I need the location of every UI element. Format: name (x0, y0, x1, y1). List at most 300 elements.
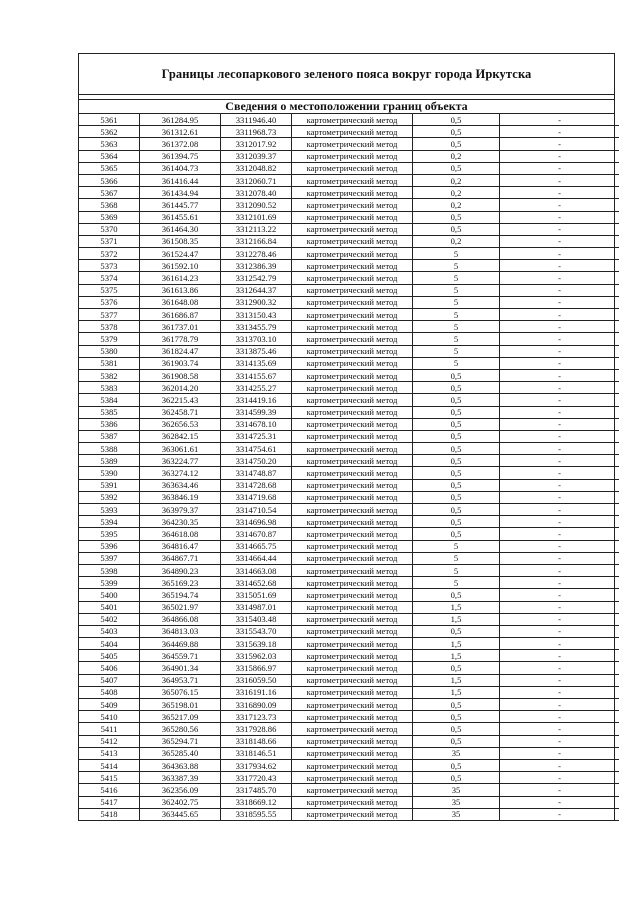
x-coordinate-cell: 365021.97 (140, 601, 221, 613)
x-coordinate-cell: 364901.34 (140, 662, 221, 674)
description-cell: - (500, 479, 620, 491)
accuracy-cell: 5 (413, 333, 500, 345)
accuracy-cell: 0,5 (413, 528, 500, 540)
description-cell: - (500, 260, 620, 272)
description-cell: - (500, 114, 620, 126)
accuracy-cell: 0,5 (413, 467, 500, 479)
method-cell: картометрический метод (292, 796, 413, 808)
table-row (79, 662, 619, 674)
y-coordinate-cell: 3314670.87 (221, 528, 292, 540)
description-cell: - (500, 150, 620, 162)
y-coordinate-cell: 3317123.73 (221, 711, 292, 723)
y-coordinate-cell: 3314748.87 (221, 467, 292, 479)
accuracy-cell: 0,5 (413, 162, 500, 174)
accuracy-cell: 5 (413, 260, 500, 272)
accuracy-cell: 0,5 (413, 138, 500, 150)
method-cell: картометрический метод (292, 540, 413, 552)
method-cell: картометрический метод (292, 333, 413, 345)
table-row (79, 235, 619, 247)
y-coordinate-cell: 3312060.71 (221, 174, 292, 186)
table-row (79, 625, 619, 637)
description-cell: - (500, 528, 620, 540)
point-number-cell: 5389 (79, 455, 140, 467)
x-coordinate-cell: 361455.61 (140, 211, 221, 223)
method-cell: картометрический метод (292, 589, 413, 601)
table-row (79, 248, 619, 260)
y-coordinate-cell: 3314696.98 (221, 516, 292, 528)
description-cell: - (500, 650, 620, 662)
description-cell: - (500, 174, 620, 186)
description-cell: - (500, 808, 620, 820)
x-coordinate-cell: 365076.15 (140, 686, 221, 698)
description-cell: - (500, 467, 620, 479)
accuracy-cell: 1,5 (413, 638, 500, 650)
point-number-cell: 5369 (79, 211, 140, 223)
method-cell: картометрический метод (292, 759, 413, 771)
x-coordinate-cell: 361372.08 (140, 138, 221, 150)
table-row (79, 601, 619, 613)
x-coordinate-cell: 361524.47 (140, 248, 221, 260)
accuracy-cell: 5 (413, 564, 500, 576)
y-coordinate-cell: 3312900.32 (221, 296, 292, 308)
point-number-cell: 5362 (79, 126, 140, 138)
x-coordinate-cell: 364559.71 (140, 650, 221, 662)
table-row (79, 114, 619, 126)
table-row (79, 540, 619, 552)
x-coordinate-cell: 362402.75 (140, 796, 221, 808)
method-cell: картометрический метод (292, 601, 413, 613)
point-number-cell: 5397 (79, 552, 140, 564)
table-row (79, 260, 619, 272)
table-row (79, 187, 619, 199)
method-cell: картометрический метод (292, 199, 413, 211)
x-coordinate-cell: 361434.94 (140, 187, 221, 199)
method-cell: картометрический метод (292, 272, 413, 284)
x-coordinate-cell: 364866.08 (140, 613, 221, 625)
y-coordinate-cell: 3314664.44 (221, 552, 292, 564)
description-cell: - (500, 223, 620, 235)
table-row (79, 808, 619, 820)
method-cell: картометрический метод (292, 382, 413, 394)
x-coordinate-cell: 363061.61 (140, 443, 221, 455)
table-row (79, 467, 619, 479)
table-row (79, 418, 619, 430)
y-coordinate-cell: 3315543.70 (221, 625, 292, 637)
point-number-cell: 5375 (79, 284, 140, 296)
method-cell: картометрический метод (292, 369, 413, 381)
table-row (79, 796, 619, 808)
accuracy-cell: 0,5 (413, 394, 500, 406)
y-coordinate-cell: 3314728.68 (221, 479, 292, 491)
description-cell: - (500, 723, 620, 735)
y-coordinate-cell: 3315866.97 (221, 662, 292, 674)
x-coordinate-cell: 361508.35 (140, 235, 221, 247)
accuracy-cell: 0,5 (413, 418, 500, 430)
accuracy-cell: 5 (413, 357, 500, 369)
table-row (79, 126, 619, 138)
point-number-cell: 5364 (79, 150, 140, 162)
method-cell: картометрический метод (292, 491, 413, 503)
accuracy-cell: 0,5 (413, 625, 500, 637)
y-coordinate-cell: 3315639.18 (221, 638, 292, 650)
method-cell: картометрический метод (292, 126, 413, 138)
accuracy-cell: 0,5 (413, 699, 500, 711)
point-number-cell: 5410 (79, 711, 140, 723)
point-number-cell: 5409 (79, 699, 140, 711)
y-coordinate-cell: 3314719.68 (221, 491, 292, 503)
table-row (79, 577, 619, 589)
description-cell: - (500, 199, 620, 211)
method-cell: картометрический метод (292, 516, 413, 528)
method-cell: картометрический метод (292, 296, 413, 308)
point-number-cell: 5390 (79, 467, 140, 479)
description-cell: - (500, 711, 620, 723)
x-coordinate-cell: 362656.53 (140, 418, 221, 430)
accuracy-cell: 5 (413, 248, 500, 260)
table-row (79, 613, 619, 625)
y-coordinate-cell: 3312542.79 (221, 272, 292, 284)
accuracy-cell: 5 (413, 345, 500, 357)
accuracy-cell: 0,5 (413, 406, 500, 418)
y-coordinate-cell: 3312113.22 (221, 223, 292, 235)
x-coordinate-cell: 365169.23 (140, 577, 221, 589)
table-row (79, 528, 619, 540)
method-cell: картометрический метод (292, 455, 413, 467)
x-coordinate-cell: 364813.03 (140, 625, 221, 637)
description-cell: - (500, 613, 620, 625)
point-number-cell: 5414 (79, 759, 140, 771)
x-coordinate-cell: 362356.09 (140, 784, 221, 796)
point-number-cell: 5412 (79, 735, 140, 747)
point-number-cell: 5379 (79, 333, 140, 345)
point-number-cell: 5407 (79, 674, 140, 686)
accuracy-cell: 1,5 (413, 686, 500, 698)
accuracy-cell: 35 (413, 747, 500, 759)
accuracy-cell: 0,5 (413, 126, 500, 138)
table-row (79, 394, 619, 406)
point-number-cell: 5371 (79, 235, 140, 247)
description-cell: - (500, 394, 620, 406)
y-coordinate-cell: 3313150.43 (221, 309, 292, 321)
x-coordinate-cell: 361778.79 (140, 333, 221, 345)
description-cell: - (500, 321, 620, 333)
method-cell: картометрический метод (292, 187, 413, 199)
description-cell: - (500, 516, 620, 528)
table-row (79, 784, 619, 796)
table-row (79, 284, 619, 296)
accuracy-cell: 0,2 (413, 235, 500, 247)
method-cell: картометрический метод (292, 613, 413, 625)
y-coordinate-cell: 3314725.31 (221, 430, 292, 442)
point-number-cell: 5398 (79, 564, 140, 576)
description-cell: - (500, 284, 620, 296)
method-cell: картометрический метод (292, 772, 413, 784)
description-cell: - (500, 406, 620, 418)
x-coordinate-cell: 361404.73 (140, 162, 221, 174)
y-coordinate-cell: 3315051.69 (221, 589, 292, 601)
y-coordinate-cell: 3318669.12 (221, 796, 292, 808)
x-coordinate-cell: 361394.75 (140, 150, 221, 162)
y-coordinate-cell: 3317928.86 (221, 723, 292, 735)
method-cell: картометрический метод (292, 430, 413, 442)
page-title: Границы лесопаркового зеленого пояса вокруг города Иркутска (161, 66, 532, 81)
table-row (79, 686, 619, 698)
point-number-cell: 5378 (79, 321, 140, 333)
description-cell: - (500, 333, 620, 345)
y-coordinate-cell: 3314678.10 (221, 418, 292, 430)
x-coordinate-cell: 361464.30 (140, 223, 221, 235)
point-number-cell: 5366 (79, 174, 140, 186)
method-cell: картометрический метод (292, 564, 413, 576)
accuracy-cell: 0,5 (413, 114, 500, 126)
method-cell: картометрический метод (292, 174, 413, 186)
point-number-cell: 5385 (79, 406, 140, 418)
description-cell: - (500, 296, 620, 308)
y-coordinate-cell: 3314419.16 (221, 394, 292, 406)
accuracy-cell: 0,5 (413, 589, 500, 601)
y-coordinate-cell: 3312101.69 (221, 211, 292, 223)
y-coordinate-cell: 3317720.43 (221, 772, 292, 784)
point-number-cell: 5372 (79, 248, 140, 260)
point-number-cell: 5391 (79, 479, 140, 491)
description-cell: - (500, 747, 620, 759)
description-cell: - (500, 759, 620, 771)
description-cell: - (500, 491, 620, 503)
accuracy-cell: 0,2 (413, 187, 500, 199)
table-row (79, 711, 619, 723)
description-cell: - (500, 638, 620, 650)
point-number-cell: 5377 (79, 309, 140, 321)
accuracy-cell: 0,2 (413, 199, 500, 211)
point-number-cell: 5387 (79, 430, 140, 442)
point-number-cell: 5402 (79, 613, 140, 625)
y-coordinate-cell: 3314710.54 (221, 504, 292, 516)
method-cell: картометрический метод (292, 711, 413, 723)
y-coordinate-cell: 3317485.70 (221, 784, 292, 796)
point-number-cell: 5380 (79, 345, 140, 357)
accuracy-cell: 0,5 (413, 443, 500, 455)
table-row (79, 321, 619, 333)
description-cell: - (500, 540, 620, 552)
y-coordinate-cell: 3313703.10 (221, 333, 292, 345)
x-coordinate-cell: 365280.56 (140, 723, 221, 735)
method-cell: картометрический метод (292, 686, 413, 698)
method-cell: картометрический метод (292, 650, 413, 662)
y-coordinate-cell: 3311946.40 (221, 114, 292, 126)
table-row (79, 638, 619, 650)
accuracy-cell: 0,5 (413, 430, 500, 442)
x-coordinate-cell: 365198.01 (140, 699, 221, 711)
method-cell: картометрический метод (292, 528, 413, 540)
point-number-cell: 5367 (79, 187, 140, 199)
point-number-cell: 5382 (79, 369, 140, 381)
accuracy-cell: 35 (413, 796, 500, 808)
table-row (79, 369, 619, 381)
point-number-cell: 5418 (79, 808, 140, 820)
point-number-cell: 5386 (79, 418, 140, 430)
x-coordinate-cell: 364816.47 (140, 540, 221, 552)
x-coordinate-cell: 361312.61 (140, 126, 221, 138)
x-coordinate-cell: 363445.65 (140, 808, 221, 820)
x-coordinate-cell: 363224.77 (140, 455, 221, 467)
accuracy-cell: 5 (413, 272, 500, 284)
x-coordinate-cell: 365294.71 (140, 735, 221, 747)
y-coordinate-cell: 3314754.61 (221, 443, 292, 455)
y-coordinate-cell: 3316191.16 (221, 686, 292, 698)
point-number-cell: 5363 (79, 138, 140, 150)
y-coordinate-cell: 3316059.50 (221, 674, 292, 686)
point-number-cell: 5395 (79, 528, 140, 540)
point-number-cell: 5399 (79, 577, 140, 589)
point-number-cell: 5417 (79, 796, 140, 808)
accuracy-cell: 0,5 (413, 759, 500, 771)
x-coordinate-cell: 364953.71 (140, 674, 221, 686)
table-row (79, 223, 619, 235)
accuracy-cell: 0,5 (413, 711, 500, 723)
point-number-cell: 5394 (79, 516, 140, 528)
method-cell: картометрический метод (292, 406, 413, 418)
x-coordinate-cell: 362014.20 (140, 382, 221, 394)
accuracy-cell: 0,5 (413, 504, 500, 516)
accuracy-cell: 1,5 (413, 613, 500, 625)
y-coordinate-cell: 3315403.48 (221, 613, 292, 625)
description-cell: - (500, 601, 620, 613)
table-row (79, 479, 619, 491)
x-coordinate-cell: 361284.95 (140, 114, 221, 126)
method-cell: картометрический метод (292, 638, 413, 650)
method-cell: картометрический метод (292, 357, 413, 369)
accuracy-cell: 0,5 (413, 455, 500, 467)
point-number-cell: 5361 (79, 114, 140, 126)
y-coordinate-cell: 3314663.08 (221, 564, 292, 576)
accuracy-cell: 35 (413, 808, 500, 820)
table-row (79, 345, 619, 357)
method-cell: картометрический метод (292, 235, 413, 247)
accuracy-cell: 0,5 (413, 223, 500, 235)
x-coordinate-cell: 364618.08 (140, 528, 221, 540)
description-cell: - (500, 625, 620, 637)
accuracy-cell: 0,2 (413, 174, 500, 186)
point-number-cell: 5403 (79, 625, 140, 637)
x-coordinate-cell: 363274.12 (140, 467, 221, 479)
table-row (79, 406, 619, 418)
y-coordinate-cell: 3311968.73 (221, 126, 292, 138)
subtitle-box (79, 100, 614, 114)
table-row (79, 296, 619, 308)
y-coordinate-cell: 3312166.84 (221, 235, 292, 247)
document-sheet (78, 53, 615, 821)
method-cell: картометрический метод (292, 735, 413, 747)
x-coordinate-cell: 364363.88 (140, 759, 221, 771)
accuracy-cell: 5 (413, 309, 500, 321)
accuracy-cell: 0,5 (413, 772, 500, 784)
y-coordinate-cell: 3314750.20 (221, 455, 292, 467)
table-row (79, 564, 619, 576)
method-cell: картометрический метод (292, 114, 413, 126)
x-coordinate-cell: 361903.74 (140, 357, 221, 369)
x-coordinate-cell: 363387.39 (140, 772, 221, 784)
point-number-cell: 5408 (79, 686, 140, 698)
accuracy-cell: 5 (413, 577, 500, 589)
description-cell: - (500, 589, 620, 601)
y-coordinate-cell: 3312048.82 (221, 162, 292, 174)
y-coordinate-cell: 3312644.37 (221, 284, 292, 296)
y-coordinate-cell: 3312090.52 (221, 199, 292, 211)
description-cell: - (500, 564, 620, 576)
accuracy-cell: 5 (413, 296, 500, 308)
method-cell: картометрический метод (292, 552, 413, 564)
point-number-cell: 5411 (79, 723, 140, 735)
point-number-cell: 5415 (79, 772, 140, 784)
coordinates-table (79, 114, 619, 821)
y-coordinate-cell: 3314155.67 (221, 369, 292, 381)
accuracy-cell: 0,2 (413, 150, 500, 162)
y-coordinate-cell: 3316890.09 (221, 699, 292, 711)
y-coordinate-cell: 3312017.92 (221, 138, 292, 150)
method-cell: картометрический метод (292, 394, 413, 406)
accuracy-cell: 35 (413, 784, 500, 796)
description-cell: - (500, 357, 620, 369)
description-cell: - (500, 430, 620, 442)
point-number-cell: 5370 (79, 223, 140, 235)
y-coordinate-cell: 3317934.62 (221, 759, 292, 771)
method-cell: картометрический метод (292, 211, 413, 223)
description-cell: - (500, 735, 620, 747)
y-coordinate-cell: 3314665.75 (221, 540, 292, 552)
point-number-cell: 5365 (79, 162, 140, 174)
method-cell: картометрический метод (292, 747, 413, 759)
description-cell: - (500, 784, 620, 796)
description-cell: - (500, 369, 620, 381)
x-coordinate-cell: 361416.44 (140, 174, 221, 186)
method-cell: картометрический метод (292, 784, 413, 796)
table-row (79, 211, 619, 223)
table-row (79, 735, 619, 747)
x-coordinate-cell: 364890.23 (140, 564, 221, 576)
x-coordinate-cell: 365217.09 (140, 711, 221, 723)
x-coordinate-cell: 365194.74 (140, 589, 221, 601)
table-row (79, 674, 619, 686)
description-cell: - (500, 686, 620, 698)
x-coordinate-cell: 361445.77 (140, 199, 221, 211)
accuracy-cell: 5 (413, 552, 500, 564)
accuracy-cell: 0,5 (413, 382, 500, 394)
description-cell: - (500, 309, 620, 321)
description-cell: - (500, 552, 620, 564)
point-number-cell: 5416 (79, 784, 140, 796)
table-row (79, 504, 619, 516)
method-cell: картометрический метод (292, 345, 413, 357)
accuracy-cell: 0,5 (413, 479, 500, 491)
table-row (79, 747, 619, 759)
point-number-cell: 5413 (79, 747, 140, 759)
description-cell: - (500, 662, 620, 674)
description-cell: - (500, 699, 620, 711)
table-row (79, 138, 619, 150)
accuracy-cell: 1,5 (413, 601, 500, 613)
table-row (79, 333, 619, 345)
accuracy-cell: 1,5 (413, 674, 500, 686)
table-row (79, 162, 619, 174)
method-cell: картометрический метод (292, 699, 413, 711)
table-row (79, 516, 619, 528)
y-coordinate-cell: 3318146.51 (221, 747, 292, 759)
point-number-cell: 5384 (79, 394, 140, 406)
method-cell: картометрический метод (292, 443, 413, 455)
x-coordinate-cell: 361592.10 (140, 260, 221, 272)
description-cell: - (500, 796, 620, 808)
point-number-cell: 5392 (79, 491, 140, 503)
